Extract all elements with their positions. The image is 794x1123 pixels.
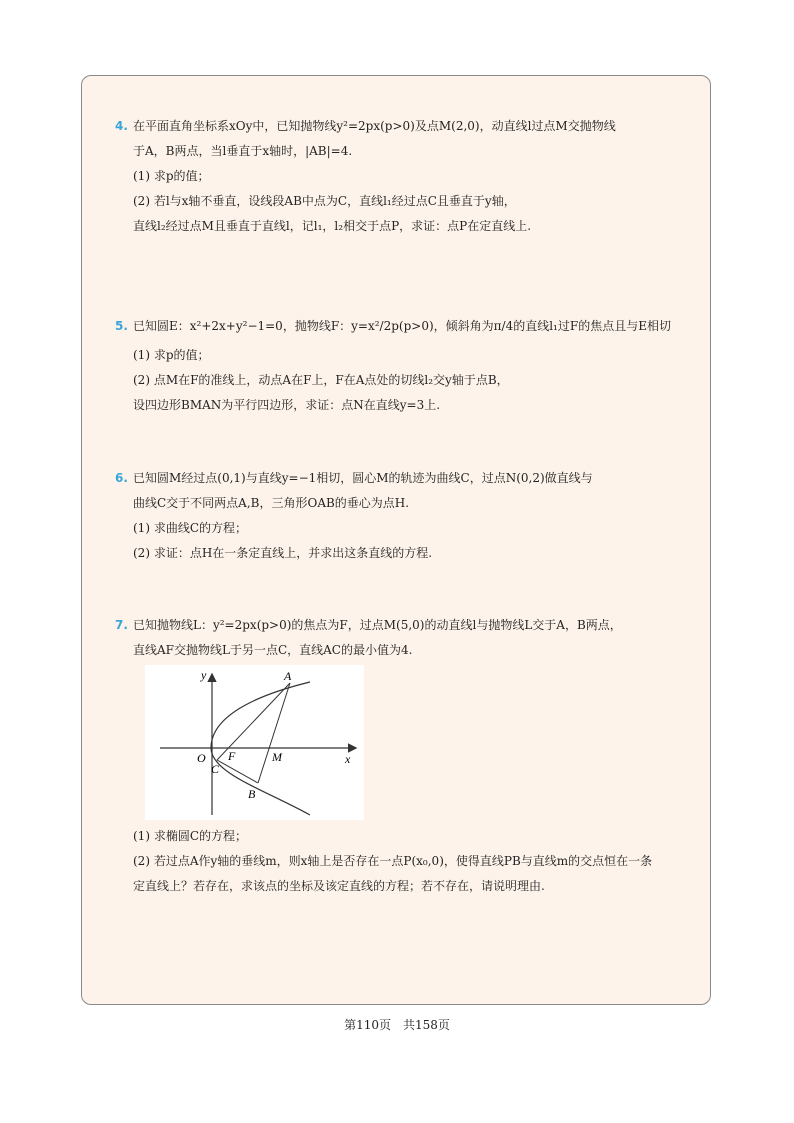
problem-text: 于A，B两点，当l垂直于x轴时，|AB|=4. [133, 144, 353, 158]
problem-text: 已知抛物线L：y²=2px(p>0)的焦点为F，过点M(5,0)的动直线l与抛物线L交于A，B两点， [133, 618, 622, 632]
problem-text: 直线l₂经过点M且垂直于直线l，记l₁，l₂相交于点P，求证：点P在定直线上. [133, 219, 532, 233]
label-m: M [272, 750, 282, 764]
label-o: O [197, 751, 206, 765]
problem-text: 直线AF交抛物线L于另一点C，直线AC的最小值为4. [133, 643, 413, 657]
problem-text: 定直线上？若存在，求该点的坐标及该定直线的方程；若不存在，请说明理由. [133, 879, 545, 893]
label-a: A [284, 669, 292, 683]
figure-svg [145, 665, 364, 820]
problem-text: (2) 若过点A作y轴的垂线m，则x轴上是否存在一点P(x₀,0)，使得直线PB与直线m的交点恒在一条 [133, 854, 653, 868]
problem-text: 已知圆M经过点(0,1)与直线y=−1相切，圆心M的轨迹为曲线C，过点N(0,2)做直线与 [133, 471, 593, 485]
problem-text: (1) 求椭圆C的方程； [133, 829, 247, 843]
problem-number: 6. [115, 471, 128, 485]
problem-number: 5. [115, 319, 128, 333]
label-y: y [201, 668, 207, 682]
problem-text: 在平面直角坐标系xOy中，已知抛物线y²=2px(p>0)及点M(2,0)，动直线l过点M交抛物线 [133, 119, 616, 133]
line-am [258, 683, 290, 783]
problem-text: 曲线C交于不同两点A,B，三角形OAB的垂心为点H. [133, 496, 410, 510]
label-b: B [248, 787, 256, 801]
problem-number: 4. [115, 119, 128, 133]
problem-text: (1) 求p的值； [133, 348, 210, 362]
label-x: x [345, 752, 351, 766]
problem-text: 已知圆E：x²+2x+y²−1=0，抛物线F：y=x²/2p(p>0)，倾斜角为π/4的直线l₁过F的焦点且与E相切 [133, 319, 671, 333]
problem-text: (1) 求曲线C的方程； [133, 521, 247, 535]
label-c: C [211, 762, 220, 776]
problem-text: (2) 求证：点H在一条定直线上，并求出这条直线的方程. [133, 546, 433, 560]
page-footer: 第110页 共158页 [344, 1018, 450, 1032]
problem-text: (2) 点M在F的准线上，动点A在F上，F在A点处的切线l₂交y轴于点B， [133, 373, 509, 387]
label-f: F [228, 749, 236, 763]
problem-text: 设四边形BMAN为平行四边形，求证：点N在直线y=3上. [133, 398, 441, 412]
line-cb [217, 760, 258, 783]
parabola-figure [145, 665, 364, 820]
problem-text: (1) 求p的值； [133, 169, 210, 183]
problem-number: 7. [115, 618, 128, 632]
problem-text: (2) 若l与x轴不垂直，设线段AB中点为C，直线l₁经过点C且垂直于y轴， [133, 194, 516, 208]
